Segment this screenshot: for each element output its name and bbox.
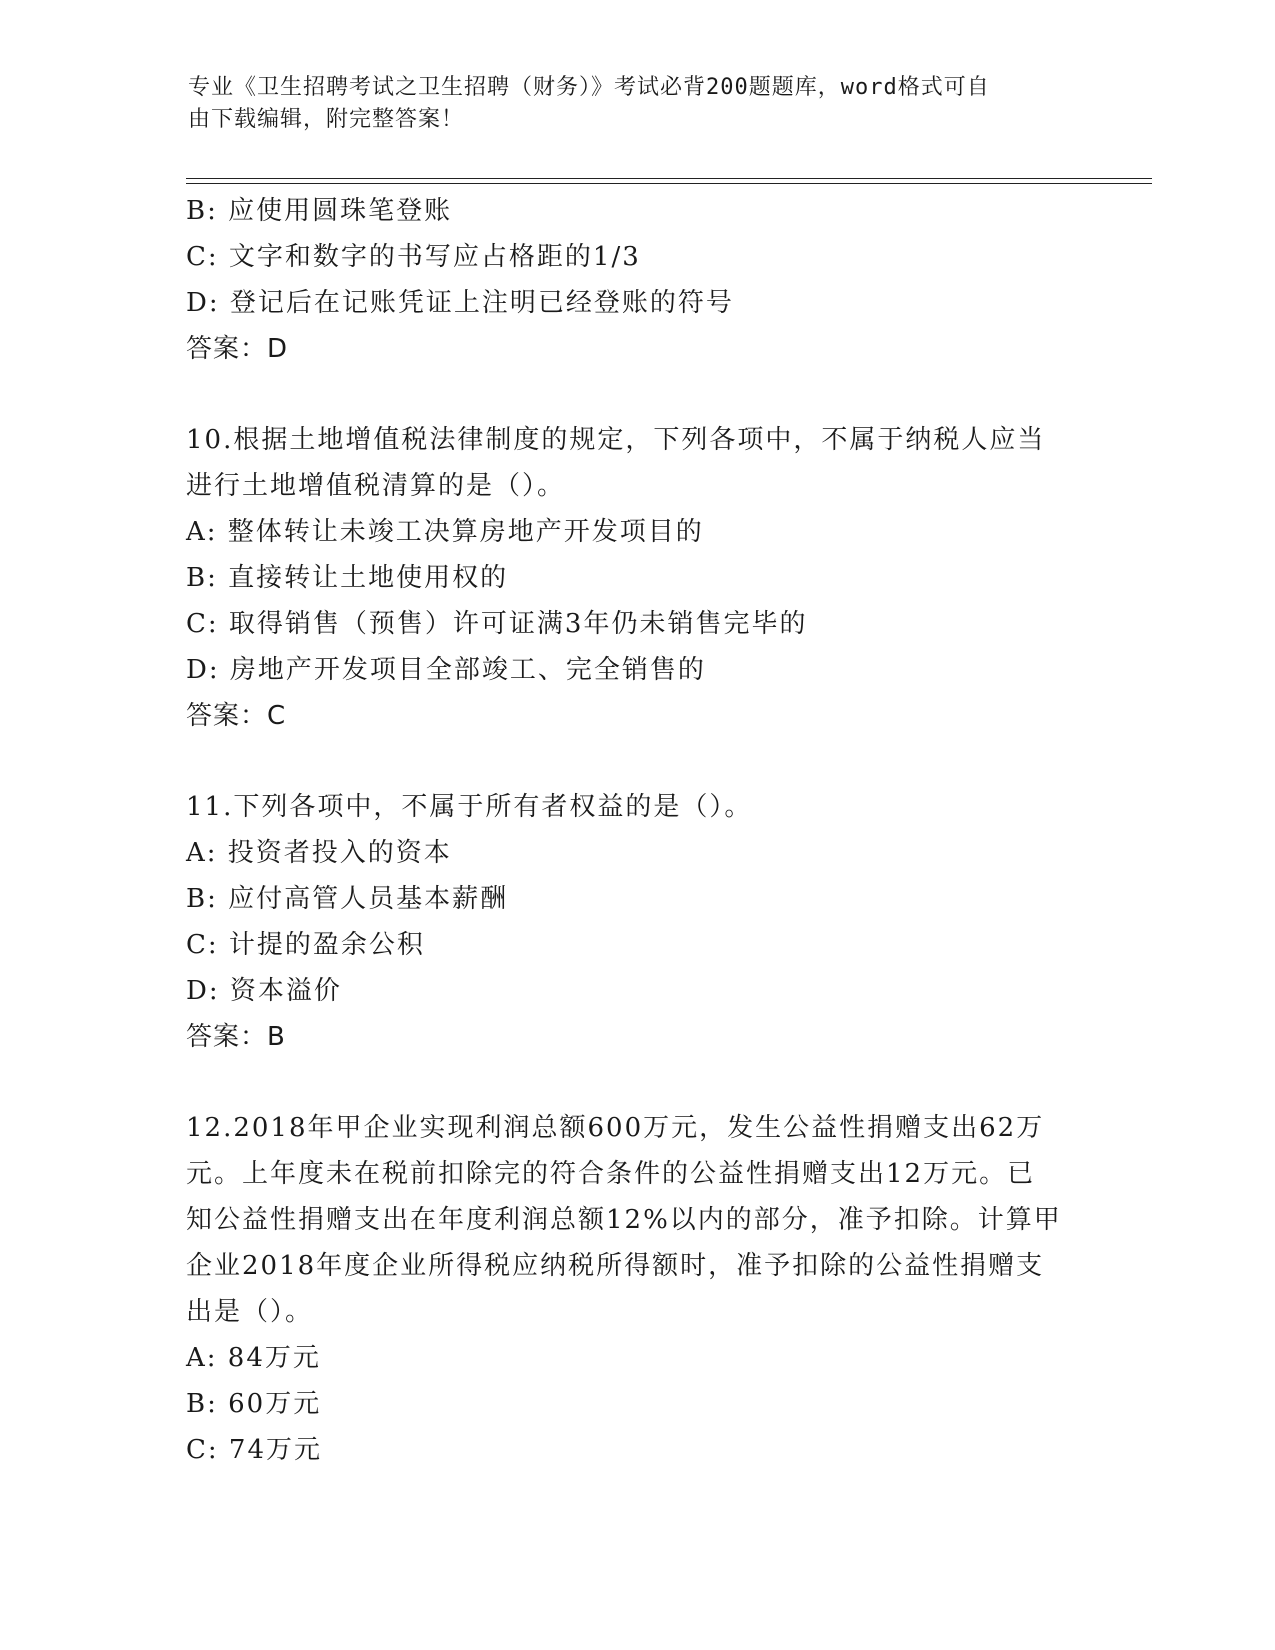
spacer bbox=[186, 372, 1086, 417]
document-header bbox=[188, 72, 1068, 136]
question-10-option-a: A: 整体转让未竣工决算房地产开发项目的 bbox=[186, 517, 704, 547]
spacer bbox=[186, 739, 1086, 784]
question-11 bbox=[186, 784, 1086, 1060]
question-11-option-c: C: 计提的盈余公积 bbox=[186, 930, 425, 960]
question-10-stem-line-1: 10.根据土地增值税法律制度的规定，下列各项中，不属于纳税人应当 bbox=[186, 425, 1046, 455]
question-11-option-d: D: 资本溢价 bbox=[186, 976, 342, 1006]
question-12-option-c: C: 74万元 bbox=[186, 1435, 323, 1465]
question-10-option-c: C: 取得销售（预售）许可证满3年仍未销售完毕的 bbox=[186, 609, 808, 639]
question-12-stem-line-3: 知公益性捐赠支出在年度利润总额12%以内的部分，准予扣除。计算甲 bbox=[186, 1205, 1062, 1235]
question-9-option-d: D: 登记后在记账凭证上注明已经登账的符号 bbox=[186, 288, 734, 318]
question-11-option-b: B: 应付高管人员基本薪酬 bbox=[186, 884, 509, 914]
question-10-option-d: D: 房地产开发项目全部竣工、完全销售的 bbox=[186, 655, 706, 685]
question-10-option-b: B: 直接转让土地使用权的 bbox=[186, 563, 509, 593]
question-11-stem-line-1: 11.下列各项中，不属于所有者权益的是（）。 bbox=[186, 792, 753, 822]
question-10-answer: 答案：C bbox=[186, 701, 287, 731]
question-9-option-c: C: 文字和数字的书写应占格距的1/3 bbox=[186, 242, 641, 272]
question-9-answer: 答案：D bbox=[186, 334, 289, 364]
header-title-line-2: 由下载编辑，附完整答案！ bbox=[188, 107, 465, 132]
header-title-line-1: 专业《卫生招聘考试之卫生招聘（财务）》考试必背200题题库，word格式可自 bbox=[188, 75, 990, 100]
question-12-option-b: B: 60万元 bbox=[186, 1389, 322, 1419]
question-9-fragment bbox=[186, 188, 1086, 372]
header-rule-top bbox=[186, 178, 1152, 179]
question-10 bbox=[186, 417, 1086, 739]
question-12-stem-line-2: 元。上年度未在税前扣除完的符合条件的公益性捐赠支出12万元。已 bbox=[186, 1159, 1036, 1189]
header-rule-bottom bbox=[186, 183, 1152, 184]
question-9-option-b: B: 应使用圆珠笔登账 bbox=[186, 196, 453, 226]
question-10-stem-line-2: 进行土地增值税清算的是（）。 bbox=[186, 471, 566, 501]
question-11-option-a: A: 投资者投入的资本 bbox=[186, 838, 452, 868]
question-12-stem-line-1: 12.2018年甲企业实现利润总额600万元，发生公益性捐赠支出62万 bbox=[186, 1113, 1045, 1143]
question-11-answer: 答案：B bbox=[186, 1022, 286, 1052]
question-12 bbox=[186, 1105, 1086, 1473]
question-12-stem-line-5: 出是（）。 bbox=[186, 1297, 314, 1327]
question-12-option-a: A: 84万元 bbox=[186, 1343, 321, 1373]
document-body bbox=[186, 188, 1086, 1473]
question-12-stem-line-4: 企业2018年度企业所得税应纳税所得额时，准予扣除的公益性捐赠支 bbox=[186, 1251, 1045, 1281]
spacer bbox=[186, 1060, 1086, 1105]
